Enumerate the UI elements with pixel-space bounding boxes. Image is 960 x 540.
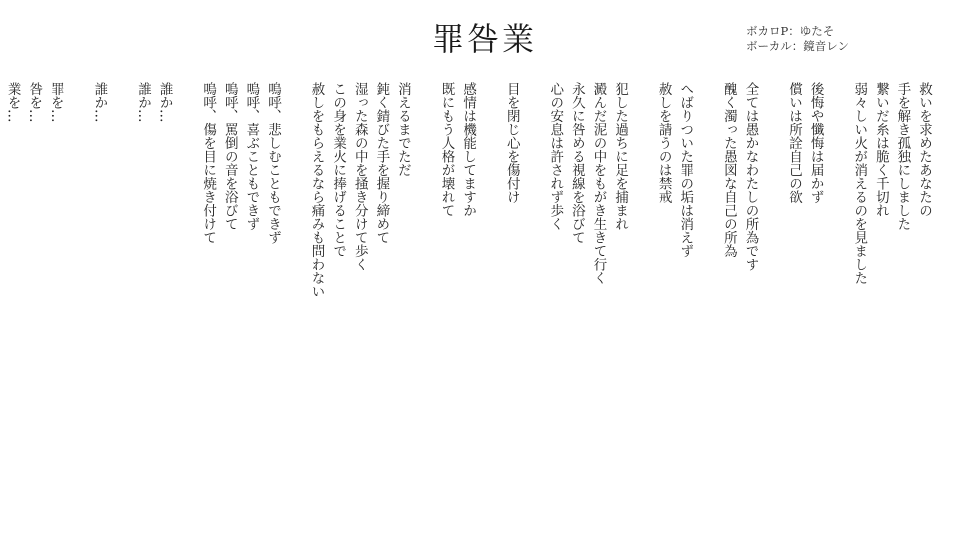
vocal-credit: ボーカル：鏡音レン bbox=[746, 39, 849, 53]
lyric-stanza bbox=[131, 82, 174, 382]
lyric-stanza bbox=[305, 82, 413, 382]
lyric-stanza bbox=[652, 82, 695, 382]
lyric-line: 後悔や懺悔は届かず bbox=[807, 82, 824, 204]
lyric-line: 犯した過ちに足を捕まれ bbox=[612, 82, 629, 231]
lyric-line: 弱々しい火が消えるのを見ました bbox=[851, 82, 868, 285]
lyric-line: 咎を… bbox=[26, 82, 43, 123]
lyric-line: 嗚呼、罵倒の音を浴びて bbox=[221, 82, 238, 231]
lyric-stanza bbox=[544, 82, 630, 382]
lyric-line: 誰か… bbox=[134, 82, 151, 123]
lyric-stanza bbox=[500, 82, 522, 382]
lyric-line: 手を解き孤独にしました bbox=[894, 82, 911, 231]
lyric-stanza bbox=[1, 82, 66, 382]
lyric-line: 嗚呼、傷を目に焼き付けて bbox=[200, 82, 217, 244]
lyric-line: 業を… bbox=[4, 82, 21, 123]
lyric-line: 償いは所詮自己の欲 bbox=[786, 82, 803, 204]
lyric-line: 繋いだ糸は脆く千切れ bbox=[872, 82, 889, 217]
lyric-line: 赦しを請うのは禁戒 bbox=[655, 82, 672, 204]
lyric-line: 罪を… bbox=[47, 82, 64, 123]
producer-credit: ボカロP：ゆたそ bbox=[746, 24, 835, 38]
lyric-line: 誰か… bbox=[91, 82, 108, 123]
lyric-line: この身を業火に捧げることで bbox=[330, 82, 347, 258]
lyric-stanza bbox=[848, 82, 934, 382]
lyric-line: 嗚呼、喜ぶこともできず bbox=[243, 82, 260, 231]
lyric-line: へばりついた罪の垢は消えず bbox=[677, 82, 694, 258]
lyric-stanza bbox=[435, 82, 478, 382]
song-title: 罪咎業 bbox=[432, 20, 538, 58]
lyric-line: 目を閉じ心を傷付け bbox=[503, 82, 520, 204]
lyric-line: 既にもう人格が壊れて bbox=[438, 82, 455, 217]
lyric-stanza bbox=[88, 82, 110, 382]
lyric-line: 誰か… bbox=[156, 82, 173, 123]
lyric-line: 赦しをもらえるなら痛みも問わない bbox=[308, 82, 325, 298]
credits bbox=[746, 24, 849, 54]
lyric-line: 嗚呼、悲しむこともできず bbox=[264, 82, 281, 244]
lyric-line: 全ては愚かなわたしの所為です bbox=[742, 82, 759, 271]
lyric-line: 感情は機能してますか bbox=[460, 82, 477, 217]
lyric-line: 鈍く錆びた手を握り締めて bbox=[373, 82, 390, 244]
lyric-line: 救いを求めたあなたの bbox=[916, 82, 932, 217]
lyric-stanza bbox=[197, 82, 283, 382]
lyric-line: 心の安息は許されず歩く bbox=[547, 82, 564, 231]
lyrics-body bbox=[0, 82, 934, 382]
lyric-stanza bbox=[782, 82, 825, 382]
lyric-line: 澱んだ泥の中をもがき生きて行く bbox=[590, 82, 607, 285]
lyric-line: 永久に咎める視線を浴びて bbox=[568, 82, 585, 244]
lyric-line: 消えるまでただ bbox=[394, 82, 411, 177]
lyric-stanza bbox=[717, 82, 760, 382]
lyric-line: 湿った森の中を掻き分けて歩く bbox=[351, 82, 368, 271]
lyric-line: 醜く濁った愚図な自己の所為 bbox=[720, 82, 737, 258]
